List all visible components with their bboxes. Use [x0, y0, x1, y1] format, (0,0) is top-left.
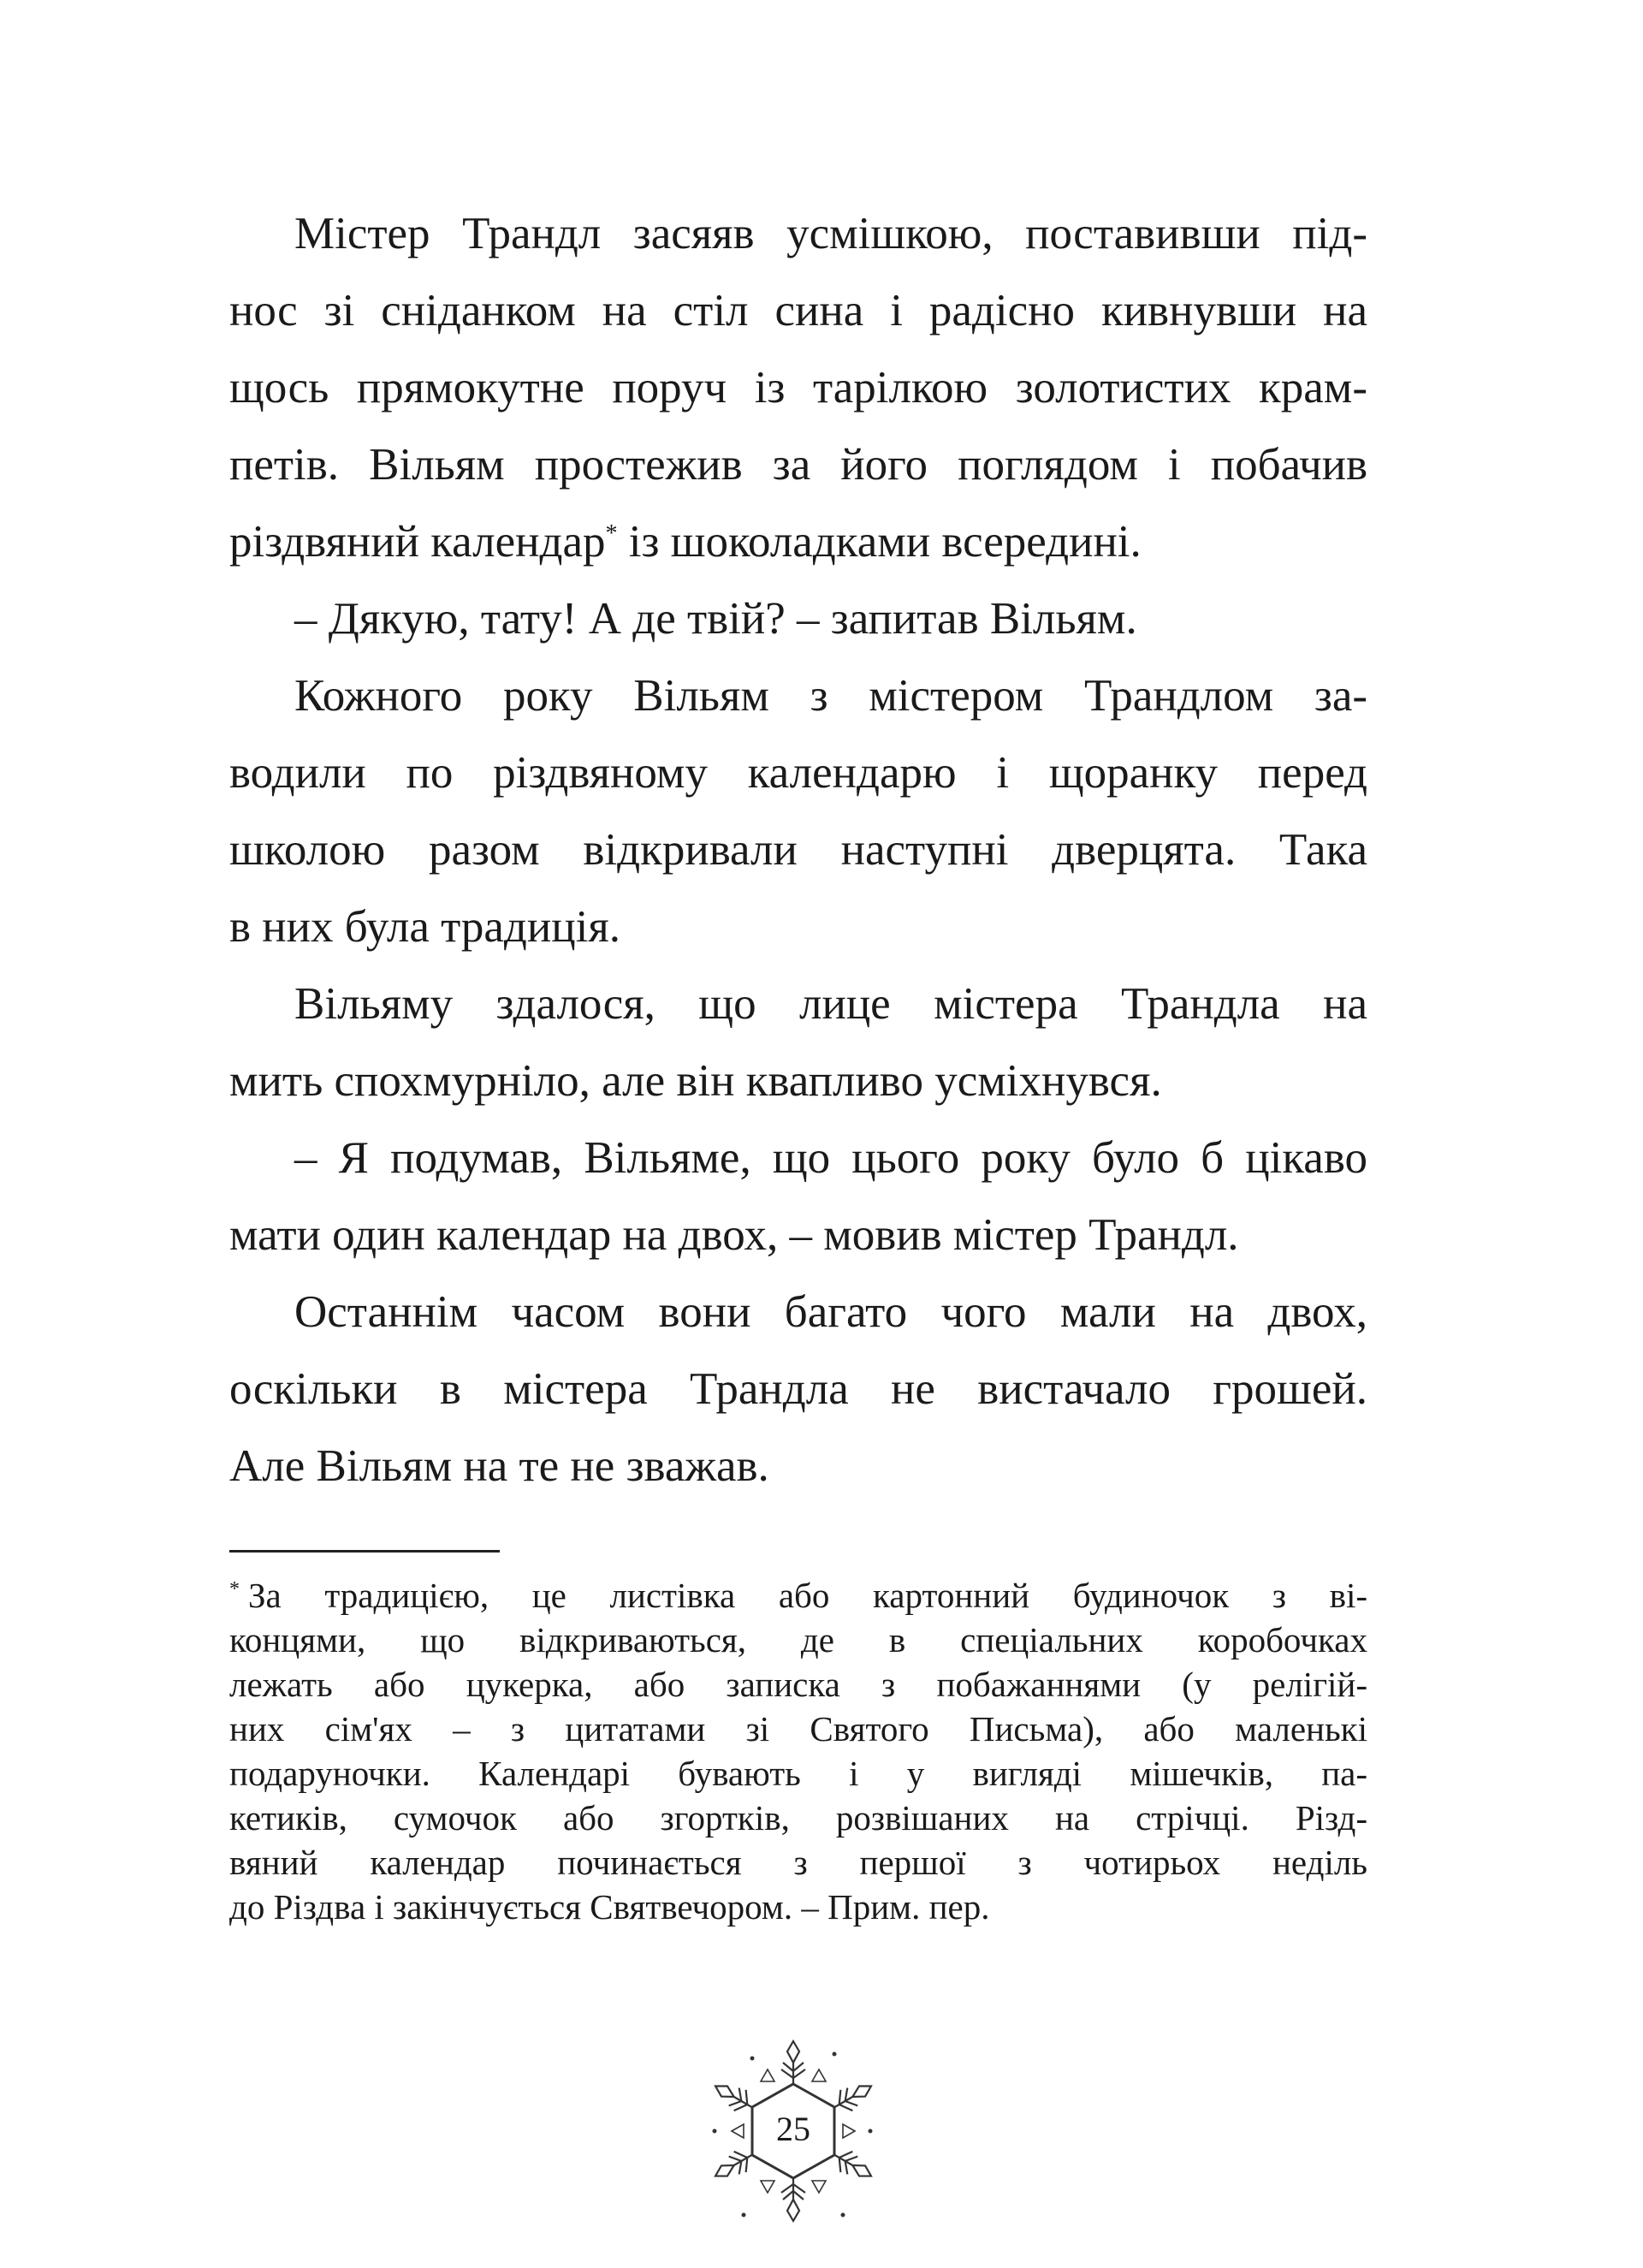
footnote-line-text: подаруночки. Календарі бувають і у вигляді мішечків, па-: [229, 1754, 1367, 1793]
body-line: [229, 734, 1367, 811]
body-line-text: петів. Вільям простежив за його поглядом і побачив: [229, 440, 1367, 490]
footnote-line-text: до Різдва і закінчується Святвечором. – Прим. пер.: [229, 1887, 990, 1927]
body-line: [229, 580, 1367, 657]
footnote-line: [229, 1885, 1367, 1929]
body-line-text: Вільяму здалося, що лице містера Трандла на: [294, 979, 1367, 1029]
footnote-line: [229, 1751, 1367, 1796]
body-line-text: оскільки в містера Трандла не вистачало грошей.: [229, 1364, 1367, 1414]
footnote-line-text: них сім'ях – з цитатами зі Святого Письма), або маленькі: [229, 1709, 1367, 1748]
body-line: [229, 811, 1367, 888]
footnote-line-text: лежать або цукерка, або записка з побажаннями (у релігій-: [229, 1665, 1367, 1704]
body-line: [229, 272, 1367, 349]
footnote-mark: *: [229, 1578, 240, 1600]
footnote-divider: [229, 1550, 500, 1553]
body-line-text: водили по різдвяному календарю і щоранку перед: [229, 748, 1367, 798]
body-line: [229, 657, 1367, 734]
body-line: [229, 888, 1367, 965]
body-line: [229, 503, 1367, 580]
footnote-line: [229, 1796, 1367, 1840]
body-line: [229, 195, 1367, 272]
body-line-text: із шоколадками всередині.: [617, 517, 1142, 567]
footnote-line: [229, 1840, 1367, 1885]
body-line-text: Містер Трандл засяяв усмішкою, поставивши під-: [294, 209, 1367, 258]
body-line: [229, 1042, 1367, 1119]
body-line-text: мить спохмурніло, але він квапливо усміхнувся.: [229, 1056, 1162, 1106]
footnote-line: [229, 1662, 1367, 1707]
body-line: [229, 1274, 1367, 1351]
body-line-text: школою разом відкривали наступні дверцята. Така: [229, 825, 1367, 875]
body-line-text: різдвяний календар: [229, 517, 606, 567]
body-line-text: мати один календар на двох, – мовив містер Трандл.: [229, 1210, 1239, 1260]
body-line-text: щось прямокутне поруч із тарілкою золотистих крам-: [229, 363, 1367, 413]
body-line-text: – Дякую, тату! А де твій? – запитав Вільям.: [294, 594, 1137, 644]
footnote-reference: *: [605, 520, 618, 547]
body-line-text: Але Вільям на те не зважав.: [229, 1441, 769, 1491]
page-number-ornament: [708, 2037, 879, 2225]
footnote-line: [229, 1618, 1367, 1662]
footnote-line-text: вяний календар починається з першої з чотирьох неділь: [229, 1843, 1367, 1882]
footnote-line-text: концями, що відкриваються, де в спеціальних коробочках: [229, 1620, 1367, 1659]
footnote-line: [229, 1573, 1367, 1618]
body-line: [229, 1351, 1367, 1428]
footnote: [229, 1573, 1367, 1929]
body-line-text: нос зі сніданком на стіл сина і радісно кивнувши на: [229, 286, 1367, 335]
body-line: [229, 1196, 1367, 1274]
body-text: [229, 195, 1367, 1505]
body-line: [229, 1428, 1367, 1505]
body-line-text: Кожного року Вільям з містером Трандлом за-: [294, 671, 1367, 721]
footnote-line-text: кетиків, сумочок або згортків, розвішаних на стрічці. Різд-: [229, 1798, 1367, 1838]
body-line: [229, 965, 1367, 1042]
footnote-line: [229, 1707, 1367, 1751]
footnote-line-text: За традицією, це листівка або картонний будиночок з ві-: [248, 1576, 1367, 1615]
body-line-text: Останнім часом вони багато чого мали на двох,: [294, 1287, 1367, 1337]
body-line: [229, 349, 1367, 426]
body-line-text: – Я подумав, Вільяме, що цього року було б цікаво: [294, 1133, 1367, 1183]
body-line: [229, 426, 1367, 503]
page-number: 25: [776, 2110, 810, 2148]
body-line-text: в них була традиція.: [229, 902, 620, 952]
body-line: [229, 1119, 1367, 1196]
